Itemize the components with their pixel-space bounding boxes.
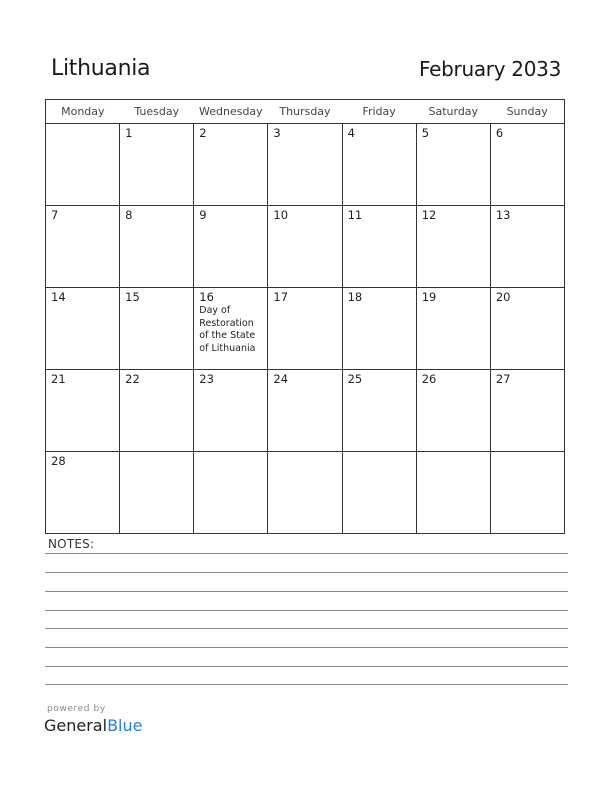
weekday-wednesday: Wednesday [194, 100, 268, 124]
weekday-thursday: Thursday [268, 100, 342, 124]
day-cell [194, 206, 268, 288]
day-cell [490, 124, 564, 206]
day-number: 18 [347, 290, 363, 304]
day-cell [342, 288, 416, 370]
day-cell [46, 370, 120, 452]
month-title: February 2033 [419, 57, 561, 81]
weekday-tuesday: Tuesday [120, 100, 194, 124]
day-cell [342, 124, 416, 206]
note-line [45, 628, 568, 629]
day-number: 24 [273, 372, 289, 386]
day-cell [46, 124, 120, 206]
weekday-saturday: Saturday [416, 100, 490, 124]
week-row [46, 452, 565, 534]
week-row [46, 288, 565, 370]
week-row [46, 370, 565, 452]
day-number: 17 [273, 290, 289, 304]
day-cell [120, 124, 194, 206]
day-number: 28 [51, 454, 66, 468]
day-cell [194, 452, 268, 534]
week-row [46, 124, 565, 206]
day-cell [268, 288, 342, 370]
day-cell [194, 288, 268, 370]
day-number: 21 [51, 372, 66, 386]
day-cell [342, 452, 416, 534]
note-line [45, 591, 568, 592]
day-number: 25 [347, 372, 363, 386]
notes-label: NOTES: [48, 537, 95, 551]
day-number: 10 [273, 208, 289, 222]
day-cell [268, 124, 342, 206]
day-cell [416, 370, 490, 452]
day-cell [342, 206, 416, 288]
day-cell [416, 452, 490, 534]
note-line [45, 647, 568, 648]
day-cell [194, 370, 268, 452]
note-line [45, 553, 568, 554]
note-line [45, 572, 568, 573]
day-number: 9 [199, 208, 207, 222]
day-cell [416, 288, 490, 370]
logo-text-blue: Blue [107, 716, 143, 735]
day-number: 7 [51, 208, 59, 222]
day-cell [120, 452, 194, 534]
day-number: 23 [199, 372, 214, 386]
day-number: 11 [347, 208, 363, 222]
powered-by-text: powered by [47, 704, 106, 714]
day-number: 6 [495, 126, 504, 140]
day-number: 8 [125, 208, 133, 222]
day-cell [490, 206, 564, 288]
day-number: 12 [421, 208, 437, 222]
day-number: 22 [125, 372, 140, 386]
week-row [46, 206, 565, 288]
note-line [45, 666, 568, 667]
day-number: 19 [421, 290, 437, 304]
note-line [45, 610, 568, 611]
weekday-sunday: Sunday [490, 100, 564, 124]
weekday-friday: Friday [342, 100, 416, 124]
day-number: 5 [421, 126, 430, 140]
day-cell [268, 206, 342, 288]
day-number: 13 [495, 208, 511, 222]
day-number: 14 [51, 290, 66, 304]
note-line [45, 684, 568, 685]
day-cell [490, 370, 564, 452]
day-cell [194, 124, 268, 206]
country-title: Lithuania [51, 56, 151, 81]
day-cell [416, 124, 490, 206]
day-cell [120, 370, 194, 452]
day-number: 16 [199, 290, 214, 304]
weekday-header-row [46, 100, 565, 124]
day-number: 4 [347, 126, 355, 140]
day-cell [342, 370, 416, 452]
day-cell [490, 288, 564, 370]
day-number: 3 [273, 126, 281, 140]
day-cell [46, 452, 120, 534]
holiday-label: Day of Restoration of the State of Lithuania [199, 305, 256, 354]
day-number: 1 [125, 126, 133, 140]
day-number: 26 [421, 372, 437, 386]
day-number: 27 [495, 372, 511, 386]
day-cell [46, 206, 120, 288]
day-cell [120, 206, 194, 288]
day-cell [120, 288, 194, 370]
weekday-monday: Monday [46, 100, 120, 124]
day-number: 15 [125, 290, 140, 304]
day-number: 20 [495, 290, 511, 304]
calendar-grid [45, 99, 565, 534]
day-cell [490, 452, 564, 534]
day-cell [416, 206, 490, 288]
day-number: 2 [199, 126, 207, 140]
day-cell [268, 452, 342, 534]
generalblue-logo [44, 716, 142, 735]
day-cell [268, 370, 342, 452]
day-cell [46, 288, 120, 370]
logo-text-general: General [44, 716, 108, 735]
